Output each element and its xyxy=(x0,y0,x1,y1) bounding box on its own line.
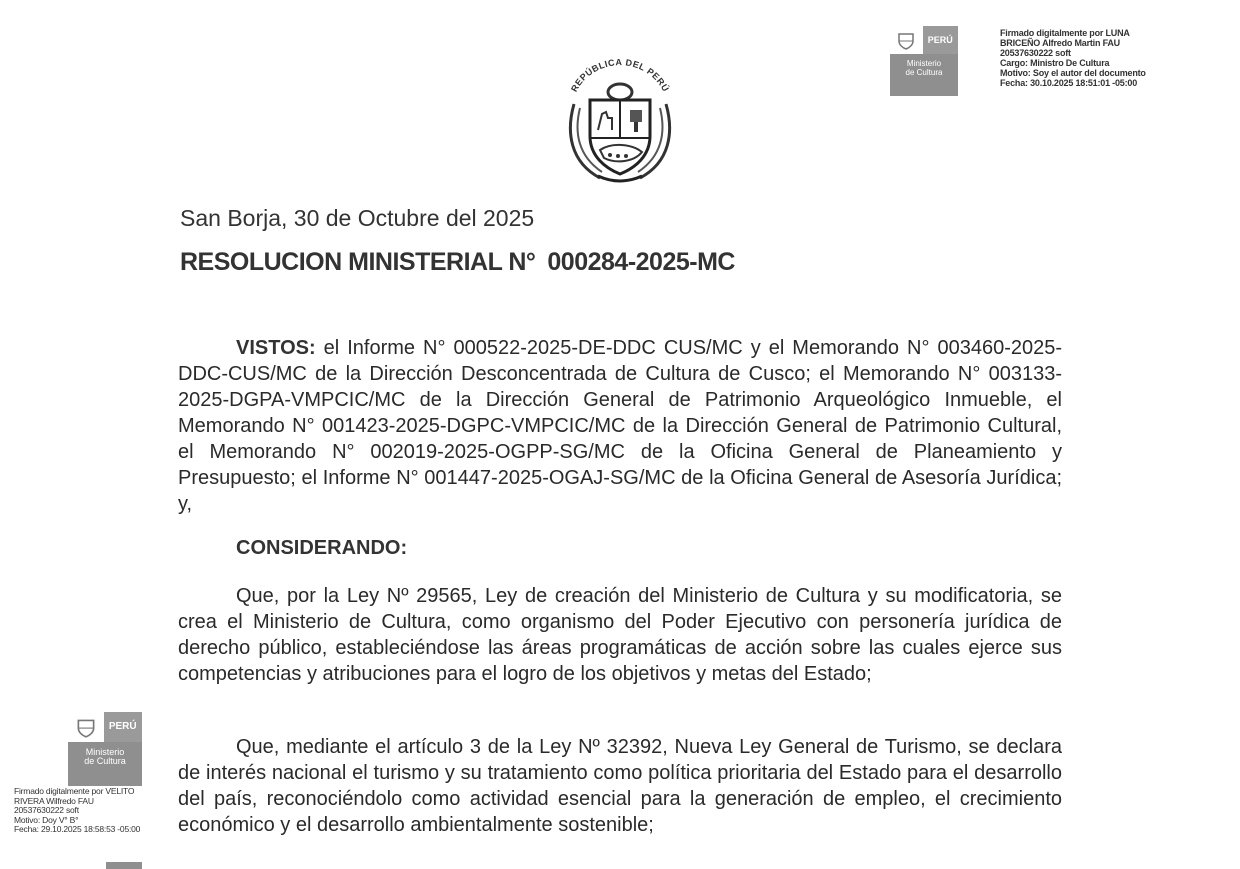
ministry-of-culture-logo xyxy=(890,26,958,96)
digital-signature-left: Firmado digitalmente por VELITO RIVERA Wilfredo FAU 20537630222 soft Motivo: Doy V° B° Fecha: 29.10.2025 18:58:53 -05:00 xyxy=(14,786,141,835)
considerando-paragraph-1 xyxy=(178,583,1062,687)
resolution-number: 000284-2025-MC xyxy=(547,248,735,276)
ministry-label: Ministerio de Cultura xyxy=(84,746,126,767)
peru-label: PERÚ xyxy=(923,26,958,54)
paragraph-text: Que, mediante el artículo 3 de la Ley Nº 32392, Nueva Ley General de Turismo, se declara de interés nacional el turismo y su tratamiento como política prioritaria del Estado para el desarrollo del país, reconociéndolo como actividad esencial para la generación de empleo, el crecimiento económico y el desarrollo ambientalmente sostenible; xyxy=(178,736,1062,836)
ministry-label: Ministerio de Cultura xyxy=(905,59,943,77)
vistos-paragraph xyxy=(178,335,1062,517)
logo-fragment xyxy=(106,862,142,869)
svg-text:REPÚBLICA DEL PERÚ xyxy=(569,57,672,93)
vistos-label: VISTOS: xyxy=(236,337,316,359)
considerando-paragraph-2 xyxy=(178,734,1062,838)
shield-icon xyxy=(68,712,104,742)
ministry-of-culture-logo-left xyxy=(68,712,142,786)
considerando-heading: CONSIDERANDO: xyxy=(236,537,408,559)
peru-label: PERÚ xyxy=(104,712,142,742)
vistos-text: el Informe N° 000522-2025-DE-DDC CUS/MC y el Memorando N° 003460-2025-DDC-CUS/MC de la Dirección Desconcentrada de Cultura de Cusco; el Memorando N° 003133-2025-DGPA-VMPCIC/MC de la Dirección General de Patrimonio Arqueológico Inmueble, el Memorando N° 001423-2025-DGPC-VMPCIC/MC de la Dirección General de Patrimonio Cultural, el Memorando N° 002019-2025-OGPP-SG/MC de la Oficina General de Planeamiento y Presupuesto; el Informe N° 001447-2025-OGAJ-SG/MC de la Oficina General de Asesoría Jurídica; y, xyxy=(178,337,1063,515)
coat-motto: REPÚBLICA DEL PERÚ xyxy=(568,57,672,94)
shield-icon xyxy=(890,26,923,54)
digital-signature-top: Firmado digitalmente por LUNA BRICEÑO Alfredo Martin FAU 20537630222 soft Cargo: Ministro De Cultura Motivo: Soy el autor del documento Fecha: 30.10.2025 18:51:01 -05:00 xyxy=(1000,28,1146,88)
resolution-label: RESOLUCION MINISTERIAL N° xyxy=(180,248,536,276)
place-date: San Borja, 30 de Octubre del 2025 xyxy=(180,205,535,231)
coat-of-arms-icon xyxy=(560,52,680,187)
resolution-title xyxy=(180,248,735,277)
paragraph-text: Que, por la Ley Nº 29565, Ley de creación del Ministerio de Cultura y su modificatoria, se crea el Ministerio de Cultura, como organismo del Poder Ejecutivo con personería jurídica de derecho público, estableciéndose las áreas programáticas de acción sobre las cuales ejerce sus competencias y atribuciones para el logro de los objetivos y metas del Estado; xyxy=(178,585,1062,685)
